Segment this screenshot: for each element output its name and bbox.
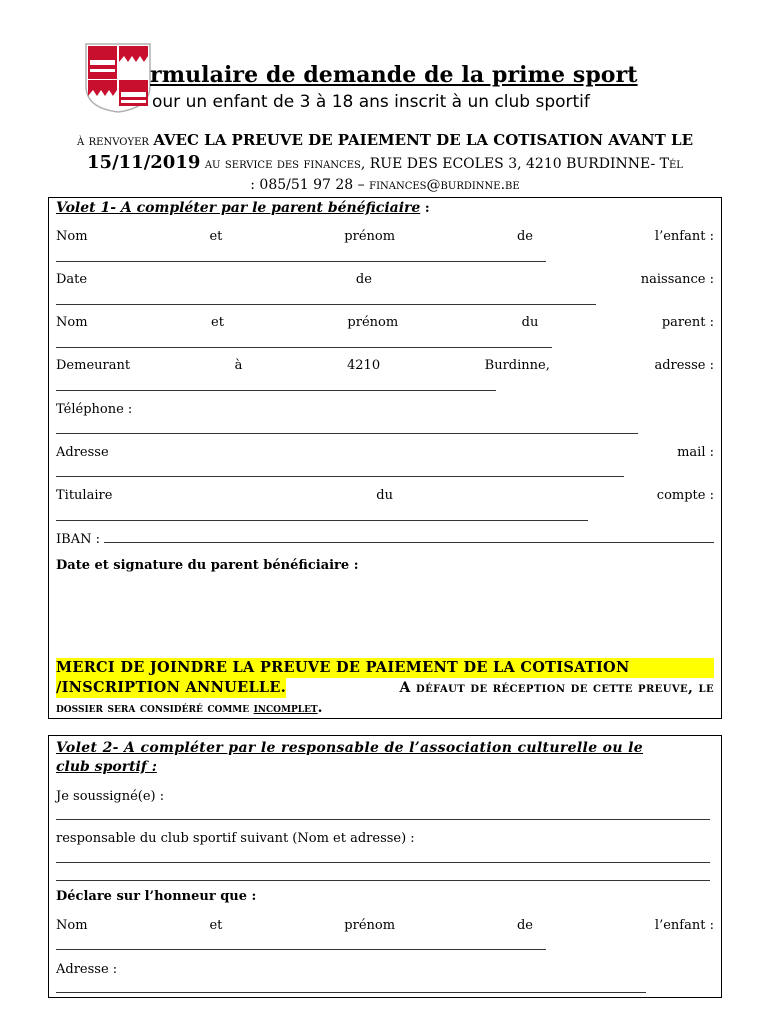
- nom-enfant-2-line[interactable]: [56, 949, 546, 950]
- responsable-line-1[interactable]: [56, 862, 710, 863]
- soussigne-line[interactable]: [56, 819, 710, 820]
- nom-enfant-line[interactable]: [56, 261, 546, 262]
- instr-email: finances@burdinne.be: [369, 177, 520, 193]
- telephone-line[interactable]: [56, 433, 638, 434]
- notice-incomplete: incomplet: [253, 701, 318, 716]
- field-date-naissance: [56, 272, 714, 287]
- notice-highlight-1: MERCI DE JOINDRE LA PREUVE DE PAIEMENT DE LA COTISATION: [56, 659, 630, 676]
- word: Demeurant: [56, 358, 131, 373]
- nom-parent-line[interactable]: [56, 347, 552, 348]
- word: et: [211, 315, 224, 330]
- adresse-2-line[interactable]: [56, 992, 646, 993]
- iban-line[interactable]: [104, 541, 714, 543]
- volet2-title: [56, 739, 714, 777]
- word: l’enfant :: [654, 918, 714, 933]
- field-titulaire-compte: [56, 488, 714, 503]
- notice-highlight-2: /INSCRIPTION ANNUELLE.: [56, 679, 287, 696]
- word: du: [376, 488, 393, 503]
- word: Date: [56, 272, 88, 287]
- volet2-box: [48, 735, 722, 998]
- deadline: 15/11/2019: [87, 152, 201, 173]
- notice: [56, 658, 714, 719]
- field-adresse-2: Adresse :: [56, 962, 118, 977]
- word: 4210: [347, 358, 381, 373]
- notice-end: .: [317, 700, 323, 716]
- word: de: [516, 918, 533, 933]
- word: et: [209, 918, 223, 933]
- mail-line[interactable]: [56, 476, 624, 477]
- volet1-box: [48, 197, 722, 719]
- notice-rest-2: dossier sera considéré comme: [56, 701, 250, 716]
- form-title: rmulaire de demande de la prime sport: [150, 62, 638, 88]
- instructions: [40, 130, 730, 196]
- word: Nom: [56, 229, 88, 244]
- field-iban: [56, 532, 714, 547]
- form-subtitle: our un enfant de 3 à 18 ans inscrit à un club sportif: [152, 92, 590, 112]
- instr-prefix: à renvoyer: [76, 133, 149, 149]
- instr-bold: AVEC LA PREUVE DE PAIEMENT DE LA COTISATION AVANT LE: [153, 131, 694, 149]
- word: parent :: [661, 315, 714, 330]
- field-adresse-demeurant: [56, 358, 714, 373]
- field-nom-enfant-2: [56, 918, 714, 933]
- instr-service: au service des finances: [204, 156, 361, 172]
- word: naissance :: [640, 272, 714, 287]
- word: prénom: [347, 315, 399, 330]
- word: du: [521, 315, 539, 330]
- word: Nom: [56, 918, 88, 933]
- word: l’enfant :: [654, 229, 714, 244]
- word: prénom: [344, 918, 396, 933]
- instr-address: , RUE DES ECOLES 3, 4210 BURDINNE- T: [360, 156, 669, 172]
- date-naissance-line[interactable]: [56, 304, 596, 305]
- volet1-title-suffix: :: [420, 201, 430, 216]
- field-soussigne: Je soussigné(e) :: [56, 789, 165, 804]
- volet1-title: [56, 200, 714, 216]
- volet2-title-line2: club sportif :: [56, 759, 157, 775]
- word: Titulaire: [56, 488, 113, 503]
- notice-rest-1: A défaut de réception de cette preuve, le: [399, 680, 714, 696]
- responsable-line-2[interactable]: [56, 880, 710, 881]
- signature-label: Date et signature du parent bénéficiaire :: [56, 558, 359, 573]
- word: Adresse: [56, 445, 109, 460]
- signature-area[interactable]: [56, 578, 711, 653]
- word: prénom: [344, 229, 396, 244]
- volet2-title-text: Volet 2- A compléter par le responsable de l’association culturelle ou le: [56, 740, 644, 756]
- declare-label: Déclare sur l’honneur que :: [56, 889, 257, 904]
- word: compte :: [656, 488, 714, 503]
- word: Burdinne,: [484, 358, 550, 373]
- instr-tel: él: [669, 156, 683, 172]
- iban-label: IBAN :: [56, 532, 100, 547]
- instr-phone: : 085/51 97 28 –: [250, 177, 365, 193]
- field-nom-parent: [56, 315, 714, 330]
- field-responsable: responsable du club sportif suivant (Nom et adresse) :: [56, 831, 415, 846]
- field-nom-enfant: [56, 229, 714, 244]
- word: de: [516, 229, 533, 244]
- titulaire-line[interactable]: [56, 520, 588, 521]
- field-adresse-mail: [56, 445, 714, 460]
- word: Nom: [56, 315, 88, 330]
- notice-line-1: [56, 658, 714, 678]
- word: à: [234, 358, 243, 373]
- word: et: [209, 229, 223, 244]
- word: mail :: [677, 445, 714, 460]
- word: de: [355, 272, 372, 287]
- volet1-title-text: Volet 1- A compléter par le parent bénéficiaire: [56, 200, 421, 216]
- word: Téléphone :: [56, 402, 133, 417]
- adresse-line[interactable]: [56, 390, 496, 391]
- burdinne-coat-of-arms-logo: [84, 42, 152, 114]
- field-telephone: [56, 402, 714, 417]
- word: adresse :: [654, 358, 714, 373]
